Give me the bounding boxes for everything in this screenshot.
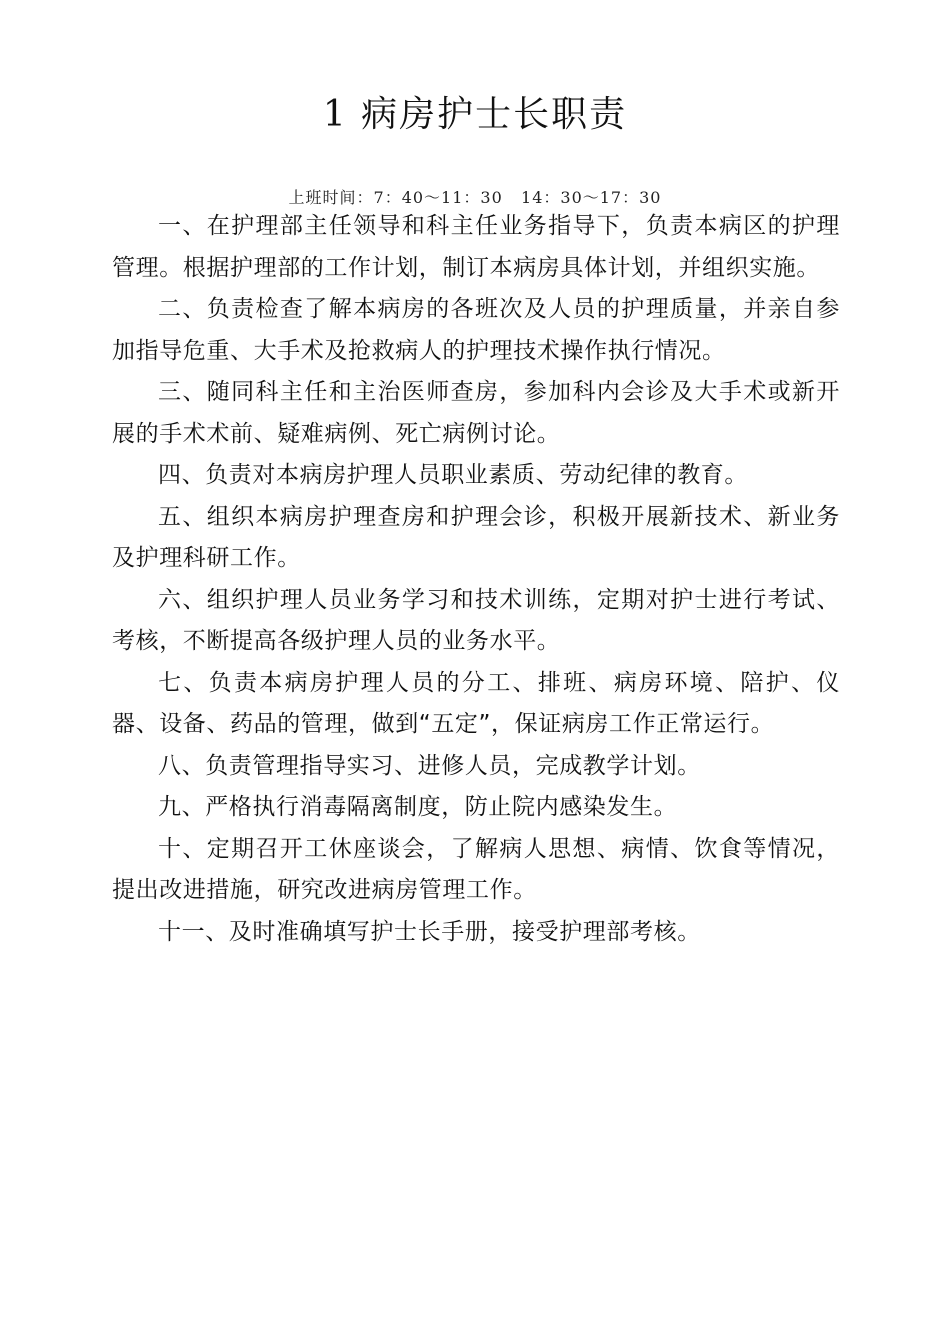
document-title: 1 病房护士长职责 [322, 94, 628, 135]
duty-item-11: 十一、及时准确填写护士长手册，接受护理部考核。 [158, 918, 701, 945]
duty-item-1: 一、在护理部主任领导和科主任业务指导下，负责本病区的护理管理。根据护理部的工作计划，制订本病房具体计划，并组织实施。 [112, 213, 840, 281]
duty-list [112, 206, 840, 953]
work-time: 上班时间：7：40～11：30 14：30～17：30 [288, 188, 662, 207]
duty-item-2: 二、负责检查了解本病房的各班次及人员的护理质量，并亲自参加指导危重、大手术及抢救病人的护理技术操作执行情况。 [112, 296, 840, 364]
duty-item-6: 六、组织护理人员业务学习和技术训练，定期对护士进行考试、考核，不断提高各级护理人员的业务水平。 [112, 586, 840, 654]
duty-item-8: 八、负责管理指导实习、进修人员，完成教学计划。 [158, 752, 701, 779]
duty-item-5: 五、组织本病房护理查房和护理会诊，积极开展新技术、新业务及护理科研工作。 [112, 503, 840, 571]
duty-item-10: 十、定期召开工休座谈会，了解病人思想、病情、饮食等情况，提出改进措施，研究改进病房管理工作。 [112, 835, 840, 903]
duty-item-3: 三、随同科主任和主治医师查房，参加科内会诊及大手术或新开展的手术术前、疑难病例、死亡病例讨论。 [112, 379, 840, 447]
duty-item-9: 九、严格执行消毒隔离制度，防止院内感染发生。 [158, 794, 678, 820]
duty-item-7: 七、负责本病房护理人员的分工、排班、病房环境、陪护、仪器、设备、药品的管理，做到“五定”，保证病房工作正常运行。 [112, 669, 840, 737]
duty-item-4: 四、负责对本病房护理人员职业素质、劳动纪律的教育。 [158, 462, 748, 488]
